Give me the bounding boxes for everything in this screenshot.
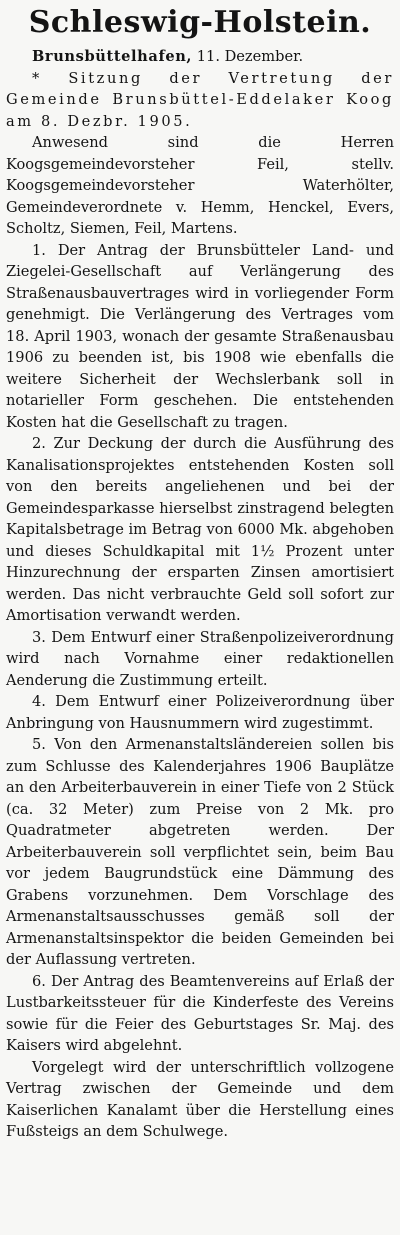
item-4-paragraph: 4. Dem Entwurf einer Polizeiverordnung über Anbringung von Hausnummern wird zugestimmt. xyxy=(6,693,394,732)
item-3-paragraph: 3. Dem Entwurf einer Straßenpolizeiverordnung wird nach Vornahme einer redaktionellen Aenderung die Zustimmung erteilt. xyxy=(6,628,394,689)
item-1-paragraph: 1. Der Antrag der Brunsbütteler Land- und Ziegelei-Gesellschaft auf Verlängerung des Straßenausbauvertrages wird in vorliegender Form genehmigt. Die Verlängerung des Vertrages vom 18. April 1903, wonach der gesamte Straßenausbau 1906 zu beenden ist, bis 1908 wie ebenfalls die weitere Sicherheit der Wechslerbank soll in notarieller Form geschehen. Die entstehenden Kosten hat die Gesellschaft zu tragen. xyxy=(6,241,394,431)
dateline-place: Brunsbüttelhafen, xyxy=(32,48,193,65)
item-2-paragraph: 2. Zur Deckung der durch die Ausführung des Kanalisationsprojektes entstehenden Kosten soll von den bereits angeliehenen und bei der Gemeindesparkasse hierselbst zinstragend belegten Kapitalsbetrage im Betrag von 6000 Mk. abgehoben und dieses Schuldkapital mit 1½ Prozent unter Hinzurechnung der ersparten Zinsen amortisiert werden. Das nicht verbrauchte Geld soll sofort zur Amortisation verwandt werden. xyxy=(6,435,394,625)
closing-paragraph: Vorgelegt wird der unterschriftlich vollzogene Vertrag zwischen der Gemeinde und dem Kaiserlichen Kanalamt über die Herstellung eines Fußsteigs an dem Schulwege. xyxy=(6,1058,394,1141)
attendance-paragraph: Anwesend sind die Herren Koogsgemeindevorsteher Feil, stellv. Koogsgemeindevorsteher Waterhölter, Gemeindeverordnete v. Hemm, Henckel, Evers, Scholtz, Siemen, Feil, Martens. xyxy=(6,134,394,238)
headline: Schleswig-Holstein. xyxy=(28,5,372,40)
item-6-paragraph: 6. Der Antrag des Beamtenvereins auf Erlaß der Lustbarkeitssteuer für die Kinderfeste des Vereins sowie für die Feier des Geburtstages Sr. Maj. des Kaisers wird abgelehnt. xyxy=(6,972,394,1055)
dateline xyxy=(6,46,394,68)
dateline-date: 11. Dezember. xyxy=(196,48,304,65)
item-5-paragraph: 5. Von den Armenanstaltsländereien sollen bis zum Schlusse des Kalenderjahres 1906 Bauplätze an den Arbeiterbauverein in einer Tiefe von 2 Stück (ca. 32 Meter) zum Preise von 2 Mk. pro Quadratmeter abgetreten werden. Der Arbeiterbauverein soll verpflichtet sein, beim Bau vor jedem Baugrundstück eine Dämmung des Grabens vorzunehmen. Dem Vorschlage des Armenanstaltsausschusses gemäß soll der Armenanstaltsinspektor die beiden Gemeinden bei der Auflassung vertreten. xyxy=(6,736,394,969)
session-title: * Sitzung der Vertretung der Gemeinde Brunsbüttel-Eddelaker Koog am 8. Dezbr. 1905. xyxy=(6,69,394,130)
